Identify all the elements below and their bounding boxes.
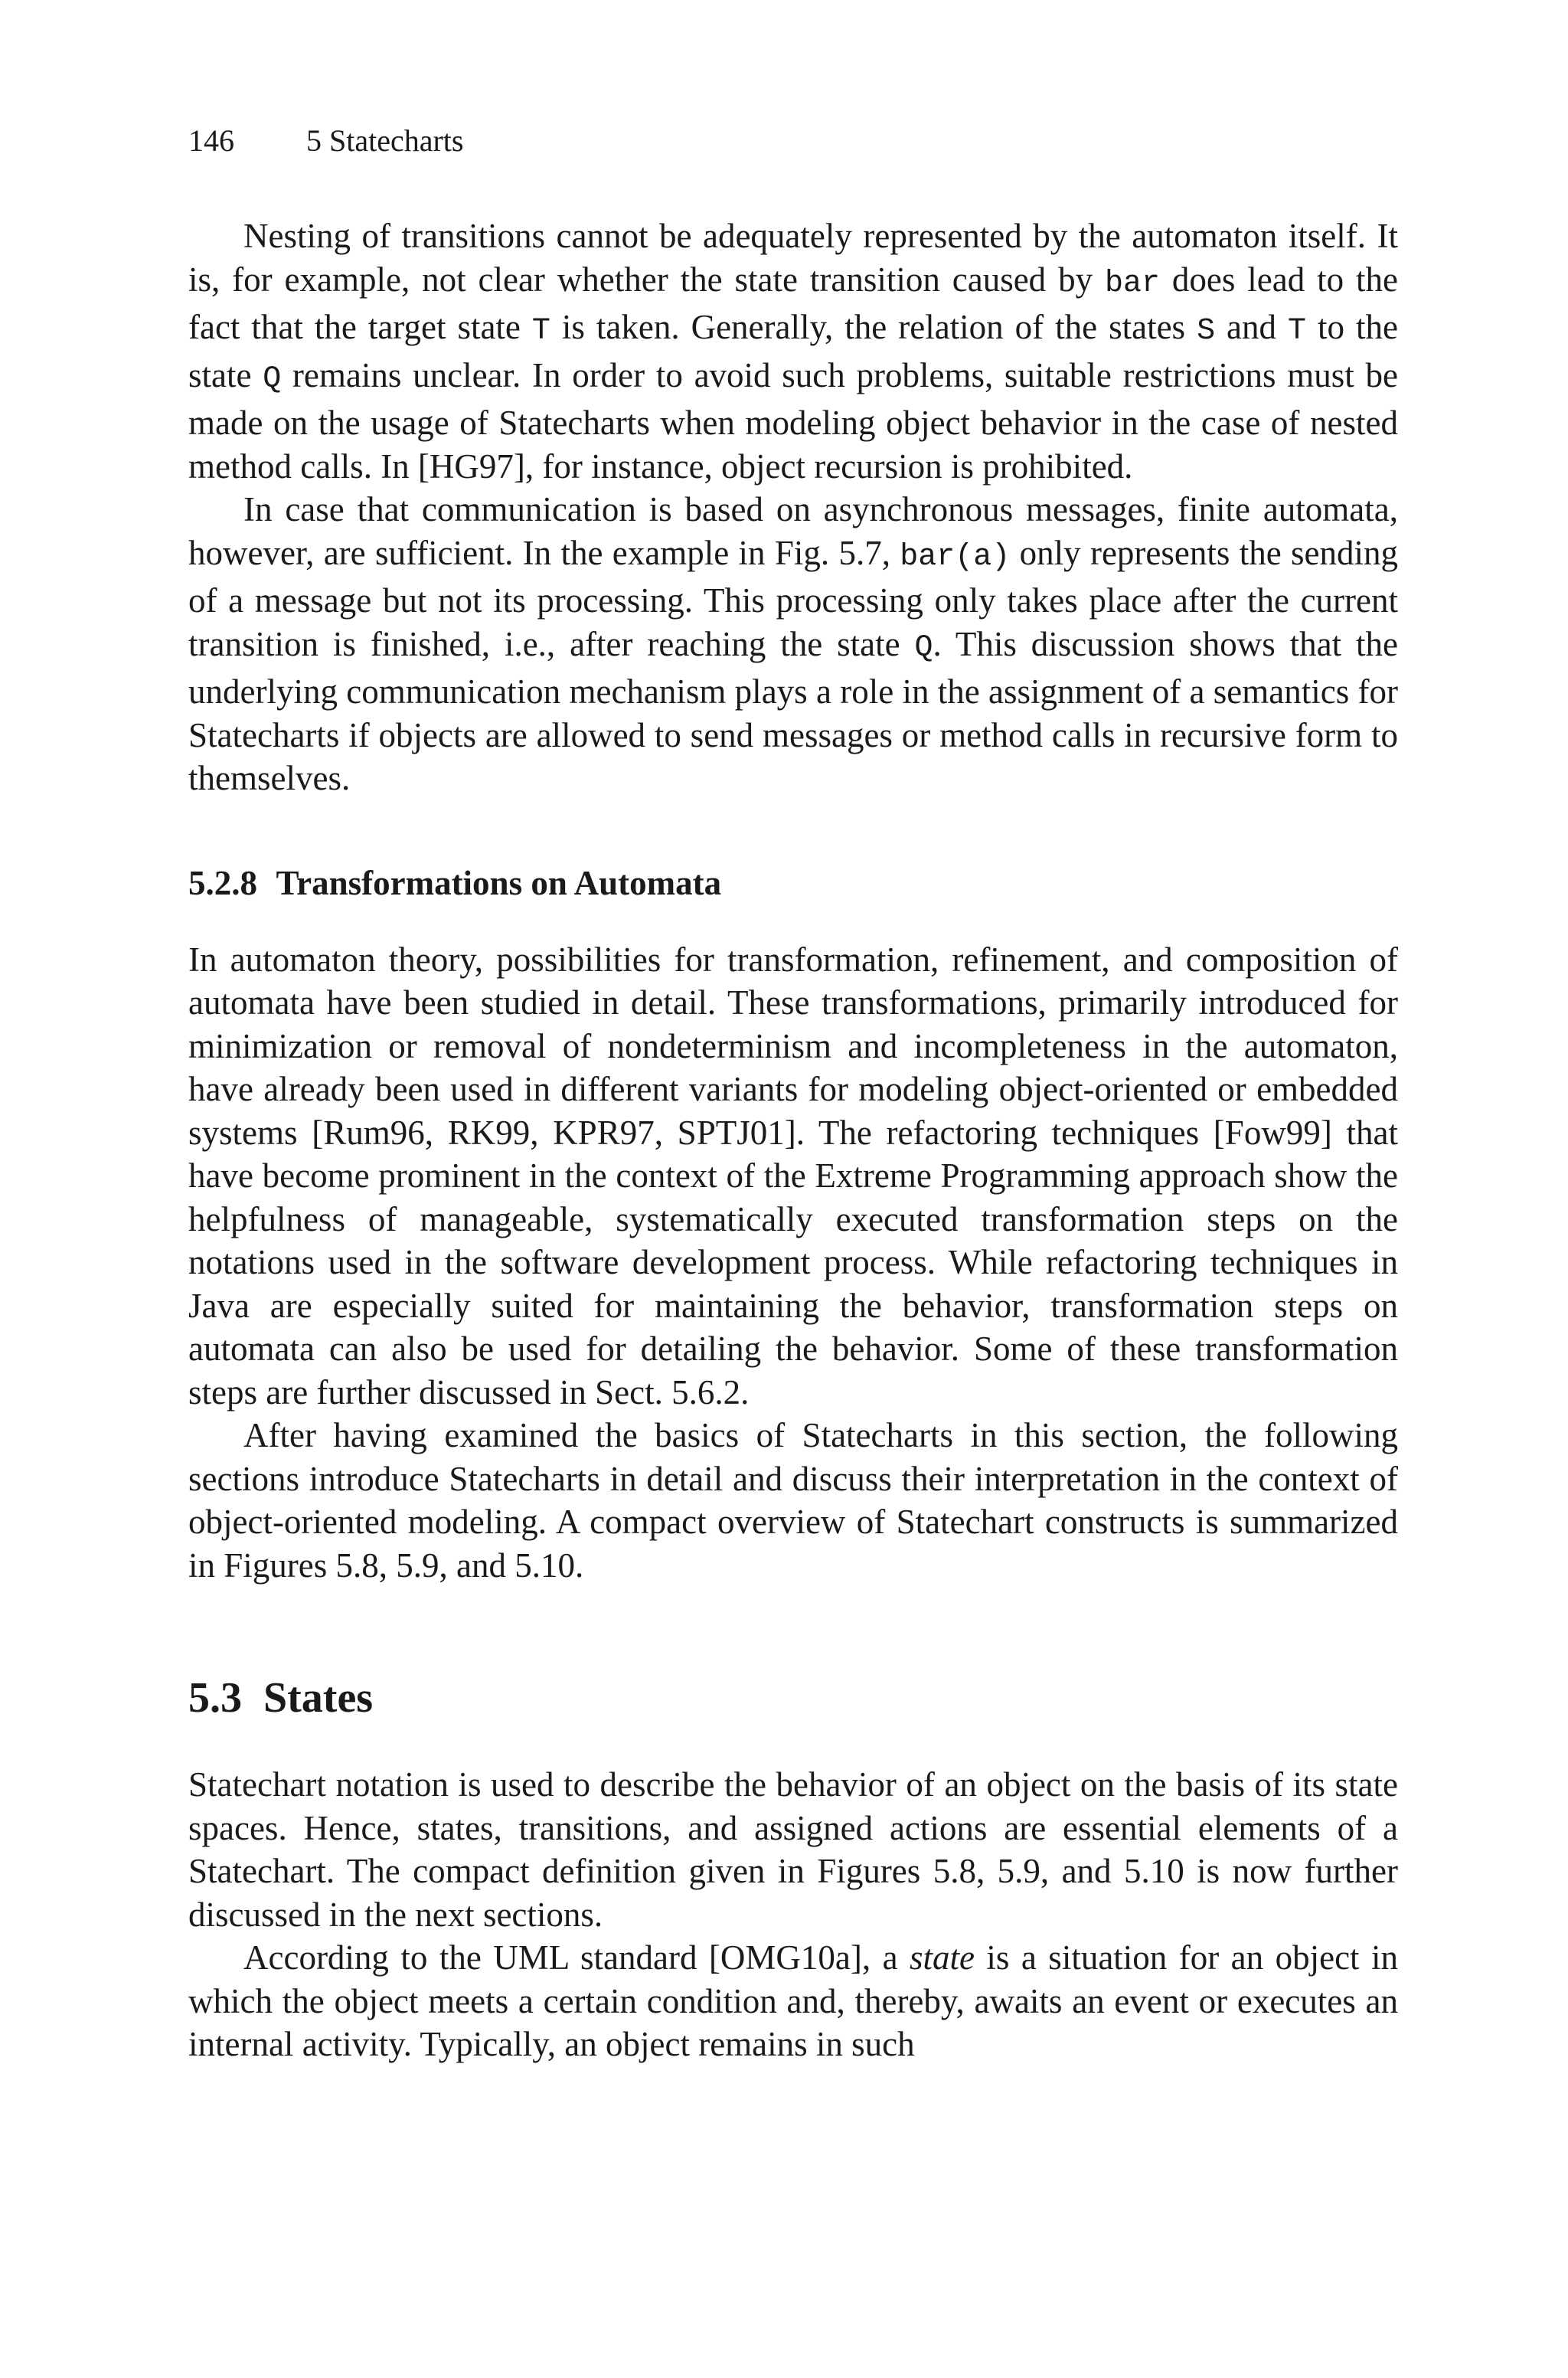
code-Q: Q [263, 361, 282, 397]
code-bar-a: bar(a) [900, 539, 1011, 574]
code-T: T [531, 314, 550, 348]
code-bar: bar [1104, 266, 1160, 301]
code-S: S [1197, 314, 1216, 348]
code-Q: Q [914, 630, 933, 666]
section-number: 5.3 [188, 1674, 242, 1722]
chapter-title: 5 Statecharts [306, 123, 464, 158]
subsection-heading [188, 862, 1398, 904]
subsection-number: 5.2.8 [188, 863, 257, 902]
paragraph-asynchronous-messages: In case that communication is based on asynchronous messages, finite automata, however, are sufficient. In the example in Fig. 5.7, bar(a) only represents the sending of a message but not its processing. This processing only takes place after the current transition is finished, i.e., after reaching the state Q. This discussion shows that the underlying communication mechanism plays a role in the assignment of a semantics for Statecharts if objects are allowed to send messages or method calls in recursive form to themselves. [188, 490, 1398, 797]
running-head [188, 123, 1398, 159]
paragraph-nesting-transitions: Nesting of transitions cannot be adequately represented by the automaton itself. It is, for example, not clear whether the state transition caused by bar does lead to the fact that the target state T is taken. Generally, the relation of the states S and T to the state Q remains unclear. In order to avoid such problems, suitable restrictions must be made on the usage of Statecharts when modeling object behavior in the case of nested method calls. In [HG97], for instance, object recursion is prohibited. [188, 217, 1398, 486]
paragraph-statechart-notation: Statechart notation is used to describe the behavior of an object on the basis of its state spaces. Hence, states, transitions, and assigned actions are essential elements of a Statechart. The compact definition given in Figures 5.8, 5.9, and 5.10 is now further discussed in the next sections. [188, 1765, 1398, 1934]
section-heading [188, 1673, 1398, 1723]
book-page [188, 123, 1398, 2066]
code-T: T [1288, 314, 1307, 348]
emphasis-state: state [909, 1938, 975, 1977]
paragraph-following-sections: After having examined the basics of Statecharts in this section, the following sections introduce Statecharts in detail and discuss their interpretation in the context of object-oriented modeling. A compact overview of Statechart constructs is summarized in Figures 5.8, 5.9, and 5.10. [188, 1416, 1398, 1585]
page-number: 146 [188, 123, 234, 158]
section-title: States [263, 1674, 374, 1722]
subsection-title: Transformations on Automata [276, 863, 722, 902]
paragraph-uml-state-definition: According to the UML standard [OMG10a], a state is a situation for an object in which the object meets a certain condition and, thereby, awaits an event or executes an internal activity. Typically, an object remains in such [188, 1938, 1398, 2063]
paragraph-automaton-theory: In automaton theory, possibilities for transformation, refinement, and composition of automata have been studied in detail. These transformations, primarily introduced for minimization or removal of nondeterminism and incompleteness in the automaton, have already been used in different variants for modeling object-oriented or embedded systems [Rum96, RK99, KPR97, SPTJ01]. The refactoring techniques [Fow99] that have become prominent in the context of the Extreme Programming approach show the helpfulness of manageable, systematically executed transformation steps on the notations used in the software development process. While refactoring techniques in Java are especially suited for maintaining the behavior, transformation steps on automata can also be used for detailing the behavior. Some of these transformation steps are further discussed in Sect. 5.6.2. [188, 940, 1398, 1411]
